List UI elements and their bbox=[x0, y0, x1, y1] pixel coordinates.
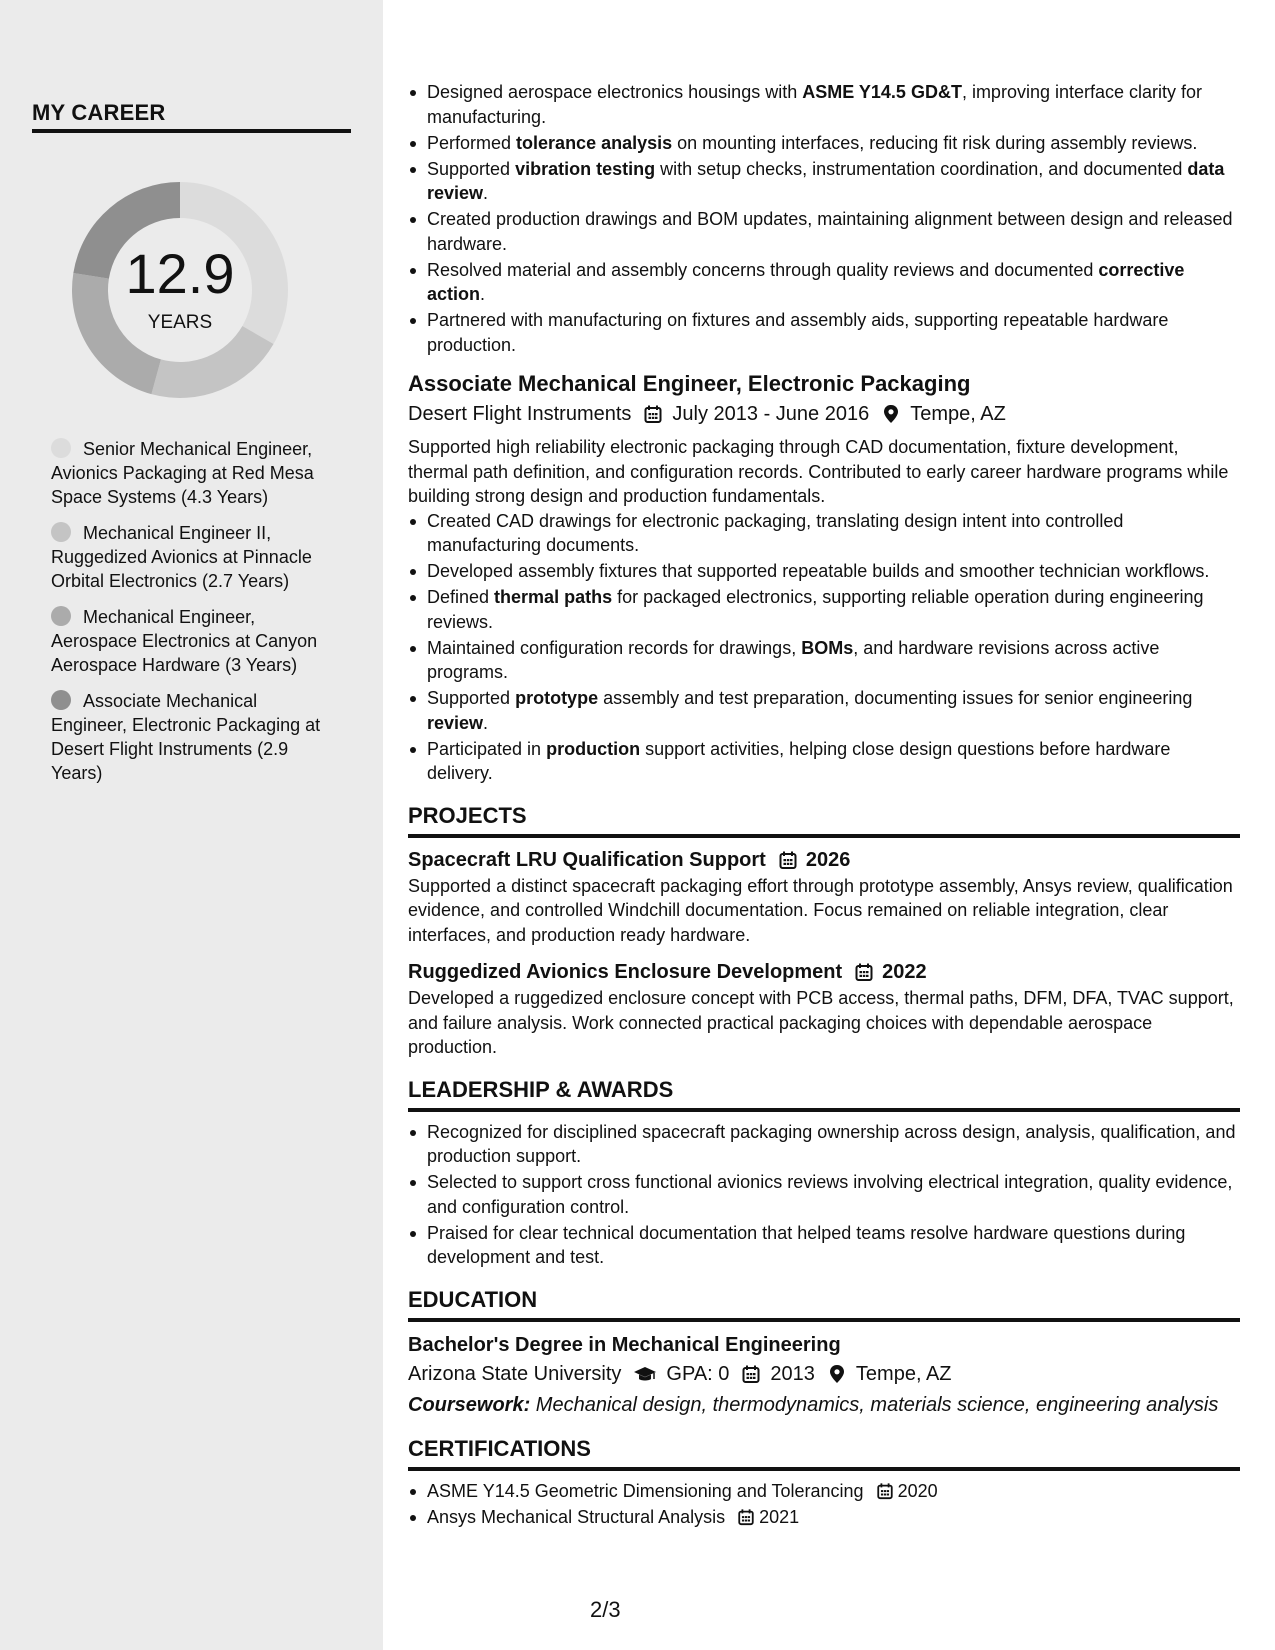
projects-heading: PROJECTS bbox=[408, 802, 527, 828]
calendar-icon bbox=[741, 1364, 761, 1384]
job-location: Tempe, AZ bbox=[910, 403, 1006, 425]
calendar-icon bbox=[778, 850, 798, 870]
project-title: Spacecraft LRU Qualification Support 2026 bbox=[408, 848, 851, 871]
certification-item: ASME Y14.5 Geometric Dimensioning and Tolerancing 2020 bbox=[408, 1479, 1240, 1504]
education-location: Tempe, AZ bbox=[855, 1362, 952, 1385]
graduation-cap-icon bbox=[633, 1364, 657, 1384]
job-title: Associate Mechanical Engineer, Electronic Packaging bbox=[408, 371, 971, 396]
calendar-icon bbox=[854, 962, 874, 982]
bullet-item: Defined thermal paths for packaged electronics, supporting reliable operation during engineering reviews. bbox=[408, 585, 1240, 634]
coursework-text: Mechanical design, thermodynamics, materials science, engineering analysis bbox=[530, 1393, 1219, 1416]
bullet-item: Performed tolerance analysis on mounting interfaces, reducing fit risk during assembly reviews. bbox=[408, 131, 1240, 156]
main-content bbox=[408, 80, 1240, 1531]
calendar-icon bbox=[643, 404, 663, 424]
projects-rule bbox=[408, 834, 1240, 838]
leadership-heading: LEADERSHIP & AWARDS bbox=[408, 1076, 674, 1102]
education-heading: EDUCATION bbox=[408, 1286, 538, 1312]
bullet-item: Selected to support cross functional avionics reviews involving electrical integration, quality evidence, and configuration control. bbox=[408, 1170, 1240, 1219]
coursework-label: Coursework: bbox=[408, 1393, 531, 1416]
education-coursework bbox=[408, 1391, 1240, 1419]
job-company: Desert Flight Instruments bbox=[408, 403, 632, 425]
bullet-item: Supported vibration testing with setup checks, instrumentation coordination, and documented data review. bbox=[408, 157, 1240, 206]
career-legend bbox=[51, 437, 331, 797]
bullet-item: Created production drawings and BOM updates, maintaining alignment between design and released hardware. bbox=[408, 207, 1240, 256]
certification-year: 2020 bbox=[897, 1480, 938, 1501]
projects-list bbox=[408, 847, 1240, 1060]
project-title: Ruggedized Avionics Enclosure Development 2022 bbox=[408, 961, 927, 983]
location-pin-icon bbox=[881, 404, 901, 424]
location-pin-icon bbox=[827, 1364, 847, 1384]
education-year: 2013 bbox=[770, 1362, 815, 1385]
job-bullets bbox=[408, 509, 1240, 786]
calendar-icon bbox=[876, 1482, 894, 1500]
legend-label: Mechanical Engineer II, Ruggedized Avionics at Pinnacle Orbital Electronics (2.7 Years) bbox=[51, 523, 312, 591]
education-meta bbox=[408, 1360, 1240, 1388]
bullet-item: Supported prototype assembly and test preparation, documenting issues for senior engineering review. bbox=[408, 686, 1240, 735]
continued-experience-bullets bbox=[408, 80, 1240, 357]
project-description: Supported a distinct spacecraft packaging effort through prototype assembly, Ansys review, qualification evidence, and controlled Windchill documentation. Focus remained on reliable integration, clear interfaces, and production ready hardware. bbox=[408, 875, 1233, 945]
legend-item bbox=[51, 521, 331, 593]
certification-item: Ansys Mechanical Structural Analysis 2021 bbox=[408, 1505, 1240, 1530]
bullet-item: Partnered with manufacturing on fixtures and assembly aids, supporting repeatable hardware production. bbox=[408, 308, 1240, 357]
calendar-icon bbox=[737, 1508, 755, 1526]
donut-unit-label: YEARS bbox=[147, 312, 213, 333]
legend-item bbox=[51, 437, 331, 509]
bullet-item: Designed aerospace electronics housings with ASME Y14.5 GD&T, improving interface clarity for manufacturing. bbox=[408, 80, 1240, 129]
legend-color-dot bbox=[51, 606, 71, 626]
donut-total-value: 12.9 bbox=[125, 242, 235, 305]
legend-color-dot bbox=[51, 438, 71, 458]
legend-label: Senior Mechanical Engineer, Avionics Packaging at Red Mesa Space Systems (4.3 Years) bbox=[51, 439, 314, 507]
education-gpa: GPA: 0 bbox=[666, 1362, 730, 1385]
certifications-rule bbox=[408, 1467, 1240, 1471]
certification-year: 2021 bbox=[759, 1506, 800, 1527]
legend-item bbox=[51, 605, 331, 677]
project-year: 2026 bbox=[805, 848, 851, 871]
career-title-rule bbox=[32, 129, 351, 133]
education-school: Arizona State University bbox=[408, 1362, 622, 1385]
education-rule bbox=[408, 1318, 1240, 1322]
bullet-item: Participated in production support activities, helping close design questions before hardware delivery. bbox=[408, 737, 1240, 786]
bullet-item: Maintained configuration records for drawings, BOMs, and hardware revisions across active programs. bbox=[408, 636, 1240, 685]
job-meta bbox=[408, 400, 1240, 428]
legend-label: Mechanical Engineer, Aerospace Electronics at Canyon Aerospace Hardware (3 Years) bbox=[51, 607, 318, 675]
legend-color-dot bbox=[51, 522, 71, 542]
certifications-list bbox=[408, 1479, 1240, 1530]
education-degree: Bachelor's Degree in Mechanical Engineering bbox=[408, 1333, 841, 1356]
leadership-bullets bbox=[408, 1120, 1240, 1270]
bullet-item: Recognized for disciplined spacecraft packaging ownership across design, analysis, qualification, and production support. bbox=[408, 1120, 1240, 1169]
leadership-rule bbox=[408, 1108, 1240, 1112]
bullet-item: Developed assembly fixtures that supported repeatable builds and smoother technician workflows. bbox=[408, 559, 1240, 584]
legend-label: Associate Mechanical Engineer, Electronic Packaging at Desert Flight Instruments (2.9 Years) bbox=[51, 691, 321, 783]
project-year: 2022 bbox=[882, 961, 927, 983]
career-section-title: MY CAREER bbox=[32, 100, 166, 125]
legend-color-dot bbox=[51, 690, 71, 710]
legend-item bbox=[51, 689, 331, 785]
bullet-item: Praised for clear technical documentation that helped teams resolve hardware questions during development and test. bbox=[408, 1221, 1240, 1270]
page-number: 2/3 bbox=[590, 1597, 621, 1622]
sidebar bbox=[0, 0, 383, 1650]
bullet-item: Resolved material and assembly concerns through quality reviews and documented corrective action. bbox=[408, 258, 1240, 307]
job-dates: July 2013 - June 2016 bbox=[672, 403, 870, 425]
certifications-heading: CERTIFICATIONS bbox=[408, 1435, 591, 1461]
bullet-item: Created CAD drawings for electronic packaging, translating design intent into controlled manufacturing documents. bbox=[408, 509, 1240, 558]
donut-segment-2 bbox=[151, 326, 273, 398]
project-description: Developed a ruggedized enclosure concept with PCB access, thermal paths, DFM, DFA, TVAC support, and failure analysis. Work connected practical packaging choices with dependable aerospace production. bbox=[408, 988, 1234, 1057]
job-summary: Supported high reliability electronic packaging through CAD documentation, fixture development, thermal path definition, and configuration records. Contributed to early career hardware programs while building strong design and production fundamentals. bbox=[408, 437, 1229, 506]
